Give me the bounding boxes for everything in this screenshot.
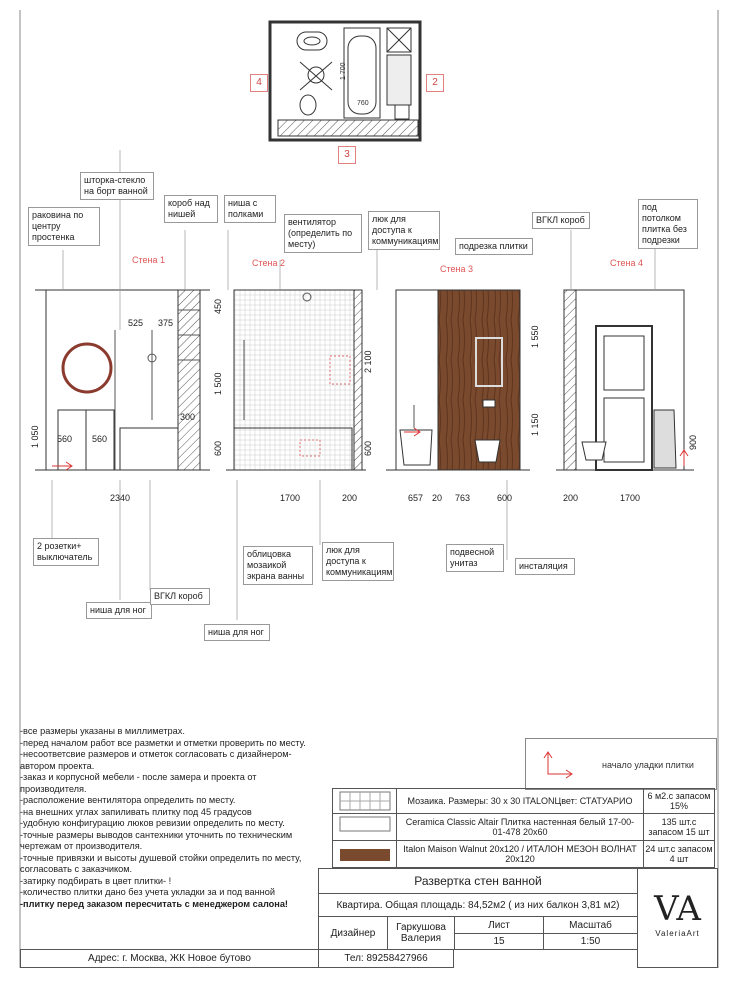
callout-shower-glass: шторка-стекло на борт ванной (80, 172, 154, 200)
plan-marker-4: 4 (250, 74, 268, 92)
designer-name: Гаркушова Валерия (387, 916, 455, 950)
wall-3-elevation (386, 290, 530, 470)
note-7: -точные размеры выводов сантехники уточнить по техническим чертежам от производителя. (20, 829, 293, 851)
callout-tile-trim: подрезка плитки (455, 238, 533, 255)
legend-start-label: начало уладки плитки (602, 760, 694, 770)
w2-dim-1700: 1700 (280, 493, 301, 503)
floor-plan (270, 22, 420, 140)
note-10: -количество плитки дано без учета укладки за и под ванной (20, 887, 275, 897)
note-0: -все размеры указаны в миллиметрах. (20, 726, 185, 736)
address: Адрес: г. Москва, ЖК Новое бутово (20, 949, 319, 968)
note-8: -точные привязки и высоты душевой стойки определить по месту, согласовать с заказчиком. (20, 852, 302, 874)
phone: Тел: 89258427966 (318, 949, 454, 968)
callout-install: инсталяция (515, 558, 575, 575)
note-2: -несоответсвие размеров и отметок согласовать с дизайнером-автором проекта. (20, 749, 292, 771)
plan-dim-1700: 1 700 (340, 62, 347, 80)
callout-gkl-bottom: ВГКЛ короб (150, 588, 210, 605)
plan-dim-760: 760 (357, 100, 369, 107)
sheet-value: 15 (454, 933, 544, 950)
w3-dim-763: 763 (455, 493, 471, 503)
w1-dim-2340: 2340 (110, 493, 131, 503)
wall-3-title: Стена 3 (440, 264, 474, 274)
material-name-1: Ceramica Classic Altair Плитка настенная белый 17-00-01-478 20x60 (396, 813, 644, 841)
note-bold: -плитку перед заказом пересчитать с менеджером салона! (20, 898, 288, 909)
w2-dim-200: 200 (342, 493, 358, 503)
apartment-info: Квартира. Общая площадь: 84,52м2 ( из них балкон 3,81 м2) (318, 893, 638, 917)
material-swatch-cell-0 (332, 788, 397, 814)
w3-dim-657: 657 (408, 493, 424, 503)
w3-dim-600: 600 (497, 493, 513, 503)
w4-dim-1700: 1700 (620, 493, 641, 503)
material-qty-0: 6 м2.с запасом 15% (643, 788, 715, 814)
wall-4-elevation (556, 290, 694, 470)
material-name-0: Мозаика. Размеры: 30 x 30 ITALONЦвет: СТАТУАРИО (396, 788, 644, 814)
sheet-title: Развертка стен ванной (318, 868, 638, 894)
material-swatch-cell-1 (332, 813, 397, 841)
callout-gkl-top: ВГКЛ короб (532, 212, 590, 229)
callout-leg-niche-1: ниша для ног (86, 602, 152, 619)
w1-dim-560a: 560 (57, 434, 73, 444)
callout-ceiling-tile: под потолком плитка без подрезки (638, 199, 698, 249)
w4-dim-200: 200 (563, 493, 579, 503)
callout-mosaic-screen: облицовка мозаикой экрана ванны (243, 546, 313, 585)
material-qty-2: 24 шт.с запасом 4 шт (643, 840, 715, 868)
callout-fan: вентилятор (определить по месту) (284, 214, 362, 253)
wall-1-title: Стена 1 (132, 255, 166, 265)
logo-box (637, 868, 718, 968)
general-notes (20, 726, 320, 910)
w1-dim-375: 375 (158, 318, 174, 328)
w1-dim-1050: 1 050 (30, 425, 40, 448)
note-9: -затирку подбирать в цвет плитки- ! (20, 875, 172, 886)
sheet-label: Лист (454, 916, 544, 934)
material-qty-1: 135 шт.с запасом 15 шт (643, 813, 715, 841)
scale-label: Масштаб (543, 916, 638, 934)
w3-dim-20: 20 (432, 493, 443, 503)
wall-2-title: Стена 2 (252, 258, 286, 268)
w2-dim-600: 600 (213, 440, 223, 456)
callout-hung-wc: подвесной унитаз (446, 544, 504, 572)
w4-dim-900: 900 (688, 434, 698, 450)
callout-niche-shelves: ниша с полками (224, 195, 276, 223)
w2-dim-600b: 600 (363, 440, 373, 456)
callout-box-niche: короб над нишей (164, 195, 218, 223)
callout-leg-niche-2: ниша для ног (204, 624, 270, 641)
w3-dim-1550: 1 550 (530, 325, 540, 348)
material-name-2: Italon Maison Walnut 20x120 / ИТАЛОН МЕЗОН ВОЛНАТ 20x120 (396, 840, 644, 868)
w1-dim-300: 300 (180, 412, 196, 422)
callout-sink-center: раковина по центру простенка (28, 207, 100, 246)
w3-dim-1150: 1 150 (530, 413, 540, 436)
callout-hatch-top: люк для доступа к коммуникациям (368, 211, 440, 250)
w2-dim-450: 450 (213, 298, 223, 314)
note-1: -перед началом работ все разметки и отметки проверить по месту. (20, 737, 306, 748)
callout-hatch-bottom: люк для доступа к коммуникациям (322, 542, 394, 581)
designer-label: Дизайнер (318, 916, 388, 950)
note-6: -удобную конфигурацию люков ревизии определить по месту. (20, 818, 285, 828)
wall-2-elevation (226, 290, 366, 470)
w2-dim-2100: 2 100 (363, 350, 373, 373)
scale-value: 1:50 (543, 933, 638, 950)
material-swatch-cell-2 (332, 840, 397, 868)
note-3: -заказ и корпусной мебели - после замера и проекта от производителя. (20, 772, 257, 794)
note-4: -расположение вентилятора определить по месту. (20, 795, 236, 805)
logo-mark: VA (654, 889, 701, 929)
wall-4-title: Стена 4 (610, 258, 644, 268)
callout-sockets: 2 розетки+ выключатель (33, 538, 99, 566)
logo-name: ValeriaArt (655, 929, 700, 938)
w1-dim-525: 525 (128, 318, 144, 328)
plan-marker-3: 3 (338, 146, 356, 164)
w1-dim-560b: 560 (92, 434, 108, 444)
plan-marker-2: 2 (426, 74, 444, 92)
note-5: -на внешних углах запиливать плитку под 45 градусов (20, 806, 252, 817)
w2-dim-1500: 1 500 (213, 372, 223, 395)
